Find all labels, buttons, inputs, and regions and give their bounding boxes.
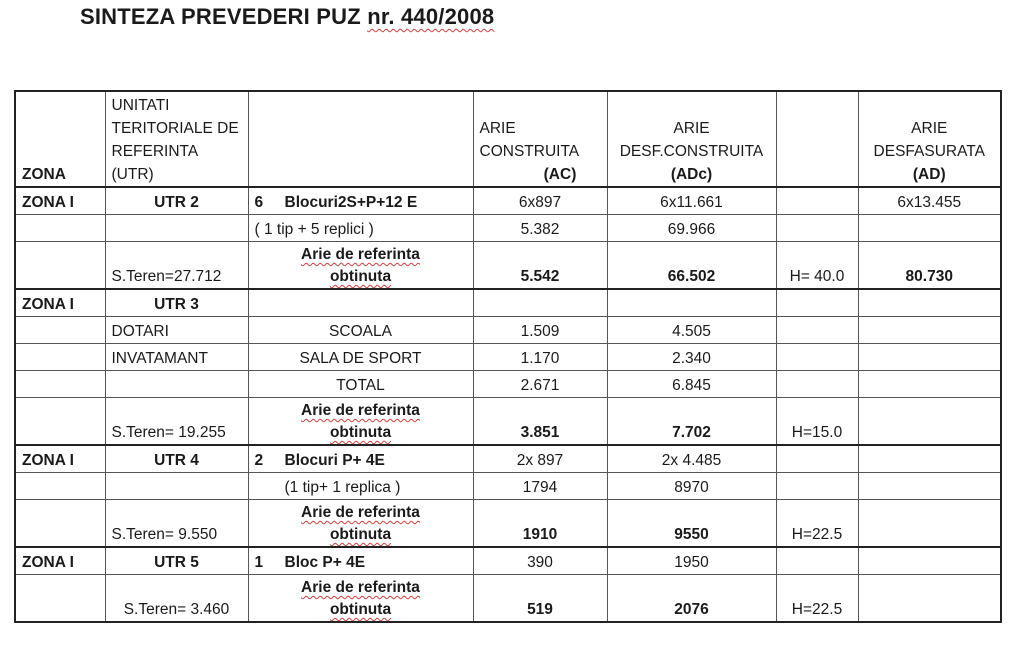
ad-cell (858, 289, 1001, 317)
adc-cell: 9550 (607, 500, 776, 548)
adc-cell: 69.966 (607, 215, 776, 242)
utr-cell (105, 215, 248, 242)
table-row (15, 445, 1001, 473)
header-ac-line3: (AC) (543, 166, 577, 183)
description-text: ( 1 tip + 5 replici ) (254, 221, 374, 238)
adc-cell: 2.340 (607, 344, 776, 371)
h-cell (776, 215, 858, 242)
reference-label-line2: obtinuta (329, 601, 392, 618)
ad-cell: 6x13.455 (858, 187, 1001, 215)
reference-label-cell (248, 500, 473, 548)
h-cell (776, 445, 858, 473)
header-adc-line2: DESF.CONSTRUITA (619, 143, 764, 160)
table-row (15, 344, 1001, 371)
description-cell: SALA DE SPORT (248, 344, 473, 371)
utr-cell: UTR 4 (105, 445, 248, 473)
table-header-row (15, 91, 1001, 187)
description-cell (248, 289, 473, 317)
description-cell: TOTAL (248, 371, 473, 398)
ac-cell: 1.170 (473, 344, 607, 371)
h-cell (776, 344, 858, 371)
ac-cell: 1794 (473, 473, 607, 500)
table-row (15, 187, 1001, 215)
header-ac-line1: ARIE (479, 120, 516, 137)
adc-cell: 66.502 (607, 242, 776, 290)
header-ad-line1: ARIE (911, 120, 948, 137)
page-title (80, 4, 494, 30)
table-row (15, 317, 1001, 344)
adc-cell: 6.845 (607, 371, 776, 398)
zona-cell (15, 500, 105, 548)
adc-cell: 1950 (607, 547, 776, 575)
table-row (15, 575, 1001, 623)
reference-label-line1: Arie de referinta (301, 579, 420, 596)
header-ad (858, 91, 1001, 187)
description-text: Blocuri2S+P+12 E (284, 194, 418, 211)
zona-cell (15, 371, 105, 398)
reference-label-line2: obtinuta (329, 424, 392, 441)
ad-cell (858, 371, 1001, 398)
zona-cell (15, 473, 105, 500)
table-row (15, 242, 1001, 290)
adc-cell: 2x 4.485 (607, 445, 776, 473)
ad-cell: 80.730 (858, 242, 1001, 290)
h-cell (776, 547, 858, 575)
reference-label-line1: Arie de referinta (301, 402, 420, 419)
table-row (15, 473, 1001, 500)
description-text: Bloc P+ 4E (284, 554, 366, 571)
header-utr (105, 91, 248, 187)
ac-cell (473, 289, 607, 317)
reference-label-cell (248, 398, 473, 446)
table-row (15, 215, 1001, 242)
count-cell: 2 (254, 452, 264, 469)
reference-label-cell (248, 575, 473, 623)
utr-cell (105, 473, 248, 500)
ad-cell (858, 445, 1001, 473)
reference-label-line2: obtinuta (329, 268, 392, 285)
reference-label-cell (248, 242, 473, 290)
utr-cell: INVATAMANT (105, 344, 248, 371)
ac-cell: 5.382 (473, 215, 607, 242)
adc-cell: 4.505 (607, 317, 776, 344)
zona-cell (15, 215, 105, 242)
description-cell (248, 547, 473, 575)
ac-cell: 2x 897 (473, 445, 607, 473)
table-row (15, 289, 1001, 317)
header-utr-line1: UNITATI (111, 97, 170, 114)
ac-cell: 1910 (473, 500, 607, 548)
h-cell (776, 371, 858, 398)
adc-cell (607, 289, 776, 317)
ad-cell (858, 547, 1001, 575)
reference-label-line1: Arie de referinta (301, 504, 420, 521)
count-cell: 6 (254, 194, 264, 211)
ac-cell: 1.509 (473, 317, 607, 344)
utr-cell (105, 371, 248, 398)
teren-cell: S.Teren= 9.550 (105, 500, 248, 548)
utr-cell: DOTARI (105, 317, 248, 344)
description-text: Blocuri P+ 4E (284, 452, 385, 469)
h-cell: H=22.5 (776, 500, 858, 548)
description-cell (248, 215, 473, 242)
count-cell: 1 (254, 554, 264, 571)
description-cell (248, 187, 473, 215)
table-row (15, 398, 1001, 446)
description-cell (248, 445, 473, 473)
title-number: nr. 440/2008 (367, 4, 495, 29)
header-utr-line2: TERITORIALE DE (111, 120, 239, 137)
utr-cell: UTR 2 (105, 187, 248, 215)
ac-cell: 3.851 (473, 398, 607, 446)
header-ad-line2: DESFASURATA (873, 143, 985, 160)
header-utr-line3: REFERINTA (111, 143, 199, 160)
ac-cell: 5.542 (473, 242, 607, 290)
ac-cell: 390 (473, 547, 607, 575)
header-h (776, 91, 858, 187)
table-row (15, 547, 1001, 575)
ad-cell (858, 473, 1001, 500)
zona-cell: ZONA I (15, 445, 105, 473)
synthesis-table (14, 90, 1002, 623)
description-cell: SCOALA (248, 317, 473, 344)
ad-cell (858, 500, 1001, 548)
utr-cell: UTR 5 (105, 547, 248, 575)
adc-cell: 2076 (607, 575, 776, 623)
h-cell: H=15.0 (776, 398, 858, 446)
reference-label-line1: Arie de referinta (301, 246, 420, 263)
zona-cell: ZONA I (15, 547, 105, 575)
header-adc-line3: (ADc) (670, 166, 713, 183)
zona-cell: ZONA I (15, 289, 105, 317)
utr-cell: UTR 3 (105, 289, 248, 317)
ad-cell (858, 344, 1001, 371)
ac-cell: 519 (473, 575, 607, 623)
ad-cell (858, 317, 1001, 344)
ac-cell: 6x897 (473, 187, 607, 215)
title-main: SINTEZA PREVEDERI PUZ (80, 4, 361, 29)
adc-cell: 7.702 (607, 398, 776, 446)
ac-cell: 2.671 (473, 371, 607, 398)
ad-cell (858, 398, 1001, 446)
zona-cell (15, 242, 105, 290)
h-cell (776, 473, 858, 500)
zona-cell (15, 344, 105, 371)
h-cell: H= 40.0 (776, 242, 858, 290)
adc-cell: 6x11.661 (607, 187, 776, 215)
header-zona: ZONA (15, 91, 105, 187)
teren-cell: S.Teren= 3.460 (105, 575, 248, 623)
ad-cell (858, 575, 1001, 623)
teren-cell: S.Teren=27.712 (105, 242, 248, 290)
zona-cell (15, 317, 105, 344)
h-cell (776, 289, 858, 317)
h-cell (776, 317, 858, 344)
teren-cell: S.Teren= 19.255 (105, 398, 248, 446)
reference-label-line2: obtinuta (329, 526, 392, 543)
zona-cell (15, 398, 105, 446)
table-row (15, 500, 1001, 548)
header-ac (473, 91, 607, 187)
header-adc (607, 91, 776, 187)
header-adc-line1: ARIE (673, 120, 710, 137)
h-cell (776, 187, 858, 215)
h-cell: H=22.5 (776, 575, 858, 623)
header-ac-line2: CONSTRUITA (479, 143, 580, 160)
header-description (248, 91, 473, 187)
description-cell: (1 tip+ 1 replica ) (248, 473, 473, 500)
zona-cell (15, 575, 105, 623)
ad-cell (858, 215, 1001, 242)
header-utr-line4: (UTR) (111, 166, 154, 183)
header-ad-line3: (AD) (912, 166, 946, 183)
zona-cell: ZONA I (15, 187, 105, 215)
adc-cell: 8970 (607, 473, 776, 500)
table-row (15, 371, 1001, 398)
